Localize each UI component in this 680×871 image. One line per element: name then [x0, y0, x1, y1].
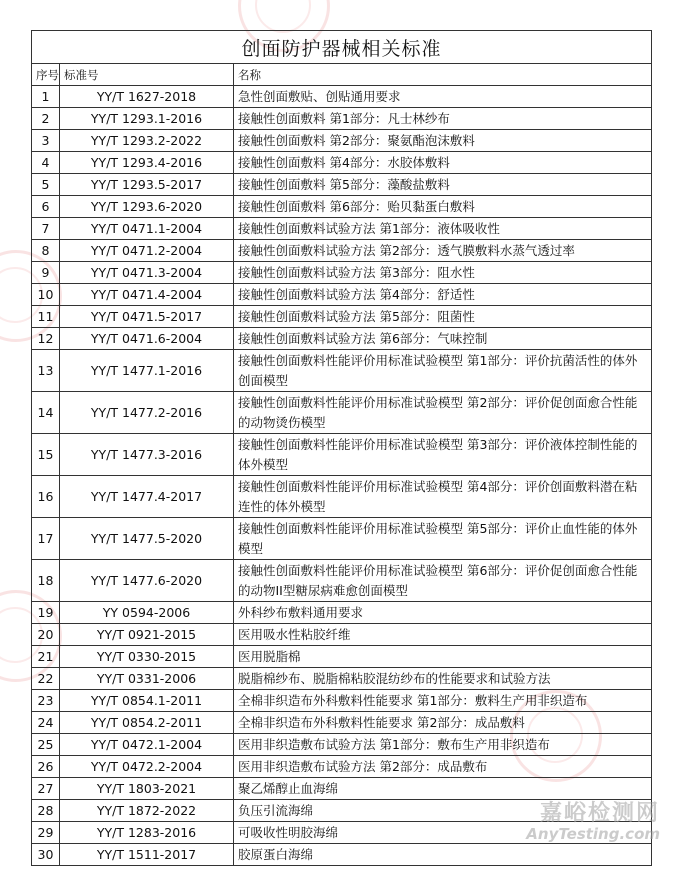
row-standard-name: 接触性创面敷料试验方法 第2部分：透气膜敷料水蒸气透过率 — [234, 240, 652, 262]
row-standard-name: 接触性创面敷料 第5部分：藻酸盐敷料 — [234, 174, 652, 196]
row-standard-number: YY/T 1477.6-2020 — [60, 560, 234, 602]
row-standard-name: 医用非织造敷布试验方法 第1部分：敷布生产用非织造布 — [234, 734, 652, 756]
row-serial-number: 17 — [32, 518, 60, 560]
table-row — [32, 560, 652, 602]
row-standard-name: 急性创面敷贴、创贴通用要求 — [234, 86, 652, 108]
row-serial-number: 29 — [32, 822, 60, 844]
row-serial-number: 4 — [32, 152, 60, 174]
row-standard-name: 接触性创面敷料试验方法 第4部分：舒适性 — [234, 284, 652, 306]
row-standard-number: YY/T 1293.5-2017 — [60, 174, 234, 196]
row-serial-number: 3 — [32, 130, 60, 152]
row-standard-name: 全棉非织造布外科敷料性能要求 第2部分：成品敷料 — [234, 712, 652, 734]
table-row — [32, 196, 652, 218]
header-serial-number: 序号 — [32, 64, 60, 86]
row-standard-number: YY/T 1477.5-2020 — [60, 518, 234, 560]
row-serial-number: 11 — [32, 306, 60, 328]
row-standard-number: YY/T 0330-2015 — [60, 646, 234, 668]
row-serial-number: 6 — [32, 196, 60, 218]
row-standard-name: 聚乙烯醇止血海绵 — [234, 778, 652, 800]
row-standard-name: 可吸收性明胶海绵 — [234, 822, 652, 844]
row-standard-name: 负压引流海绵 — [234, 800, 652, 822]
row-standard-name: 接触性创面敷料性能评价用标准试验模型 第6部分：评价促创面愈合性能的动物II型糖尿病难愈创面模型 — [234, 560, 652, 602]
table-row — [32, 624, 652, 646]
row-serial-number: 19 — [32, 602, 60, 624]
table-row — [32, 646, 652, 668]
row-serial-number: 25 — [32, 734, 60, 756]
row-standard-number: YY/T 1293.1-2016 — [60, 108, 234, 130]
table-row — [32, 712, 652, 734]
row-standard-number: YY/T 0854.2-2011 — [60, 712, 234, 734]
header-standard-name: 名称 — [234, 64, 652, 86]
row-serial-number: 22 — [32, 668, 60, 690]
row-standard-number: YY/T 1293.6-2020 — [60, 196, 234, 218]
row-standard-number: YY/T 0331-2006 — [60, 668, 234, 690]
row-standard-number: YY/T 0471.4-2004 — [60, 284, 234, 306]
row-serial-number: 5 — [32, 174, 60, 196]
table-row — [32, 86, 652, 108]
row-serial-number: 14 — [32, 392, 60, 434]
row-standard-name: 接触性创面敷料试验方法 第3部分：阻水性 — [234, 262, 652, 284]
row-standard-number: YY 0594-2006 — [60, 602, 234, 624]
row-serial-number: 10 — [32, 284, 60, 306]
table-row — [32, 108, 652, 130]
row-standard-number: YY/T 0472.2-2004 — [60, 756, 234, 778]
row-standard-number: YY/T 0472.1-2004 — [60, 734, 234, 756]
table-row — [32, 174, 652, 196]
row-standard-name: 接触性创面敷料 第1部分：凡士林纱布 — [234, 108, 652, 130]
row-serial-number: 30 — [32, 844, 60, 866]
standards-table — [31, 30, 652, 866]
table-row — [32, 476, 652, 518]
table-row — [32, 240, 652, 262]
row-standard-number: YY/T 0471.2-2004 — [60, 240, 234, 262]
row-standard-name: 医用吸水性粘胶纤维 — [234, 624, 652, 646]
row-standard-name: 接触性创面敷料性能评价用标准试验模型 第3部分：评价液体控制性能的体外模型 — [234, 434, 652, 476]
row-standard-number: YY/T 1477.1-2016 — [60, 350, 234, 392]
row-standard-name: 外科纱布敷料通用要求 — [234, 602, 652, 624]
row-standard-name: 接触性创面敷料 第2部分：聚氨酯泡沫敷料 — [234, 130, 652, 152]
row-serial-number: 21 — [32, 646, 60, 668]
row-standard-name: 脱脂棉纱布、脱脂棉粘胶混纺纱布的性能要求和试验方法 — [234, 668, 652, 690]
table-row — [32, 152, 652, 174]
site-watermark — [526, 796, 660, 843]
row-standard-number: YY/T 0471.3-2004 — [60, 262, 234, 284]
row-standard-name: 接触性创面敷料性能评价用标准试验模型 第1部分：评价抗菌活性的体外创面模型 — [234, 350, 652, 392]
table-row — [32, 690, 652, 712]
watermark-en: AnyTesting.com — [526, 825, 660, 843]
header-standard-number: 标准号 — [60, 64, 234, 86]
row-standard-number: YY/T 1477.2-2016 — [60, 392, 234, 434]
table-row — [32, 434, 652, 476]
table-row — [32, 130, 652, 152]
row-serial-number: 2 — [32, 108, 60, 130]
row-standard-number: YY/T 0921-2015 — [60, 624, 234, 646]
row-standard-number: YY/T 1477.3-2016 — [60, 434, 234, 476]
row-serial-number: 26 — [32, 756, 60, 778]
row-serial-number: 15 — [32, 434, 60, 476]
table-row — [32, 844, 652, 866]
table-row — [32, 734, 652, 756]
row-standard-number: YY/T 0471.6-2004 — [60, 328, 234, 350]
row-standard-number: YY/T 1293.2-2022 — [60, 130, 234, 152]
row-standard-number: YY/T 0471.1-2004 — [60, 218, 234, 240]
watermark-cn: 嘉峪检测网 — [539, 801, 660, 826]
row-serial-number: 23 — [32, 690, 60, 712]
row-serial-number: 13 — [32, 350, 60, 392]
row-standard-name: 胶原蛋白海绵 — [234, 844, 652, 866]
row-standard-name: 全棉非织造布外科敷料性能要求 第1部分：敷料生产用非织造布 — [234, 690, 652, 712]
row-serial-number: 28 — [32, 800, 60, 822]
row-standard-number: YY/T 1283-2016 — [60, 822, 234, 844]
row-standard-number: YY/T 1477.4-2017 — [60, 476, 234, 518]
table-row — [32, 668, 652, 690]
row-standard-number: YY/T 1293.4-2016 — [60, 152, 234, 174]
table-row — [32, 218, 652, 240]
row-serial-number: 9 — [32, 262, 60, 284]
table-row — [32, 602, 652, 624]
document-title: 创面防护器械相关标准 — [32, 31, 652, 64]
row-standard-number: YY/T 1511-2017 — [60, 844, 234, 866]
table-row — [32, 518, 652, 560]
row-standard-name: 接触性创面敷料性能评价用标准试验模型 第4部分：评价创面敷料潜在粘连性的体外模型 — [234, 476, 652, 518]
row-standard-number: YY/T 1627-2018 — [60, 86, 234, 108]
standards-document — [31, 30, 652, 866]
row-standard-number: YY/T 1872-2022 — [60, 800, 234, 822]
row-standard-number: YY/T 0854.1-2011 — [60, 690, 234, 712]
row-serial-number: 27 — [32, 778, 60, 800]
row-standard-number: YY/T 1803-2021 — [60, 778, 234, 800]
table-row — [32, 284, 652, 306]
row-serial-number: 20 — [32, 624, 60, 646]
row-standard-name: 接触性创面敷料试验方法 第6部分：气味控制 — [234, 328, 652, 350]
row-standard-name: 接触性创面敷料试验方法 第1部分：液体吸收性 — [234, 218, 652, 240]
row-serial-number: 7 — [32, 218, 60, 240]
row-standard-name: 接触性创面敷料 第4部分：水胶体敷料 — [234, 152, 652, 174]
table-row — [32, 392, 652, 434]
row-standard-name: 医用脱脂棉 — [234, 646, 652, 668]
row-serial-number: 18 — [32, 560, 60, 602]
table-row — [32, 350, 652, 392]
table-row — [32, 262, 652, 284]
row-serial-number: 12 — [32, 328, 60, 350]
table-row — [32, 328, 652, 350]
row-standard-number: YY/T 0471.5-2017 — [60, 306, 234, 328]
table-row — [32, 756, 652, 778]
row-serial-number: 16 — [32, 476, 60, 518]
row-standard-name: 医用非织造敷布试验方法 第2部分：成品敷布 — [234, 756, 652, 778]
row-serial-number: 1 — [32, 86, 60, 108]
row-standard-name: 接触性创面敷料性能评价用标准试验模型 第5部分：评价止血性能的体外模型 — [234, 518, 652, 560]
row-standard-name: 接触性创面敷料性能评价用标准试验模型 第2部分：评价促创面愈合性能的动物烫伤模型 — [234, 392, 652, 434]
row-standard-name: 接触性创面敷料 第6部分：贻贝黏蛋白敷料 — [234, 196, 652, 218]
table-row — [32, 306, 652, 328]
table-header-row — [32, 64, 652, 86]
row-serial-number: 24 — [32, 712, 60, 734]
row-standard-name: 接触性创面敷料试验方法 第5部分：阻菌性 — [234, 306, 652, 328]
row-serial-number: 8 — [32, 240, 60, 262]
